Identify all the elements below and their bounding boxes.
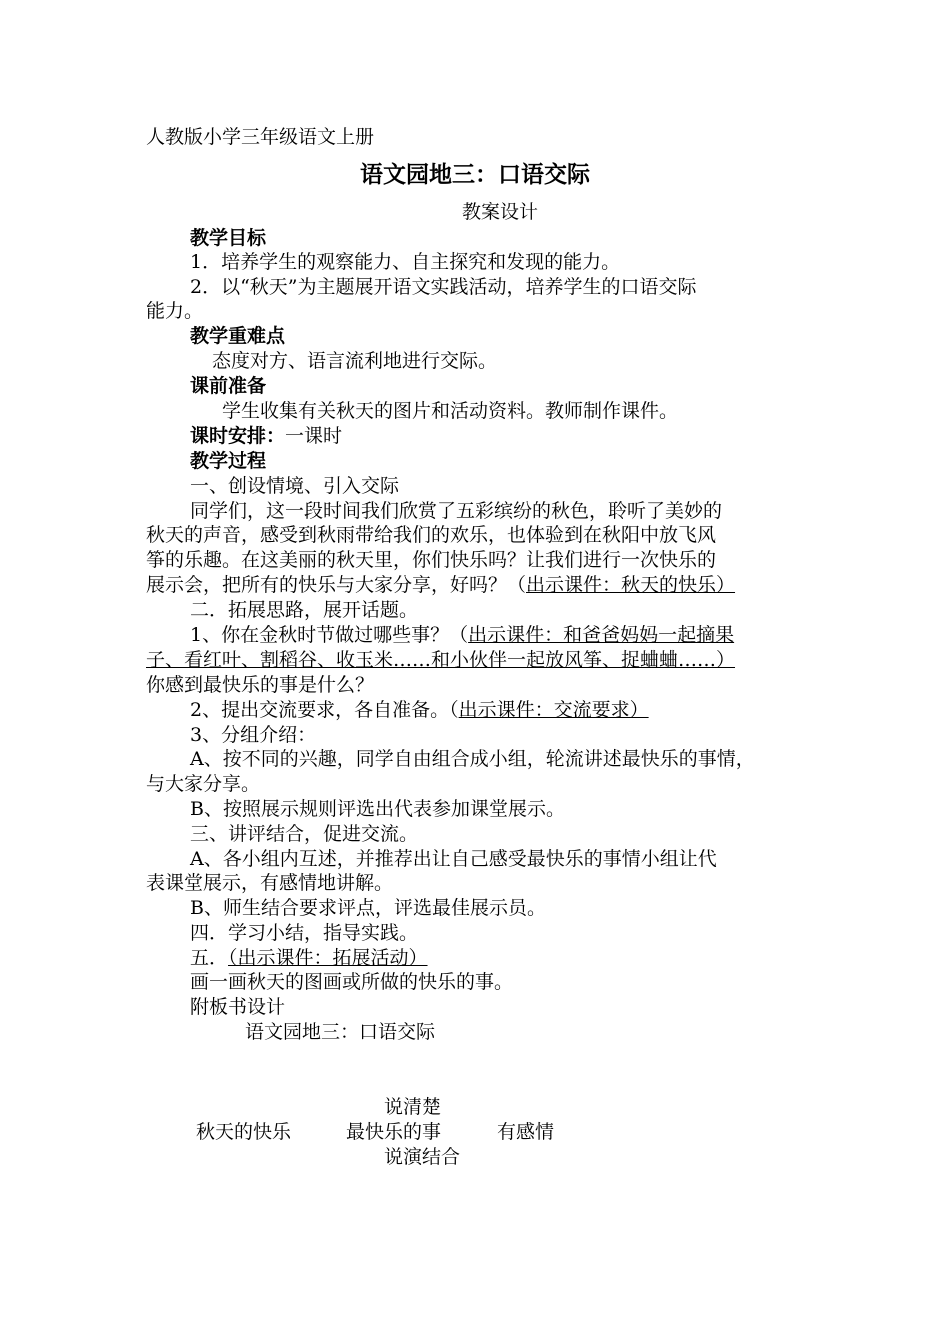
goal-item-1: 1．培养学生的观察能力、自主探究和发现的能力。 — [190, 251, 621, 273]
item-a-line-1: A、按不同的兴趣，同学自由组合成小组，轮流讲述最快乐的事情， — [190, 748, 755, 770]
section-2-title: 二．拓展思路，展开话题。 — [190, 599, 419, 621]
section-5-title — [190, 946, 428, 971]
section-1-paragraph-line-3: 筝的乐趣。在这美丽的秋天里，你们快乐吗？让我们进行一次快乐的 — [146, 549, 717, 571]
section-5-number: 五． — [190, 947, 229, 969]
key-points-text: 态度对方、语言流利地进行交际。 — [212, 350, 498, 372]
board-top: 说清楚 — [384, 1096, 442, 1118]
courseware-note-autumn-joy: 出示课件：秋天的快乐） — [526, 574, 736, 596]
section-4-title: 四．学习小结，指导实践。 — [190, 922, 419, 944]
board-bottom: 说演结合 — [384, 1146, 461, 1168]
page-subtitle: 教案设计 — [461, 201, 538, 223]
section-3-b: B、师生结合要求评点，评选最佳展示员。 — [190, 897, 546, 919]
section-1-title: 一、创设情境、引入交际 — [190, 475, 400, 497]
question-2 — [190, 698, 649, 723]
key-points-heading: 教学重难点 — [190, 325, 286, 347]
page-title: 语文园地三：口语交际 — [360, 161, 590, 188]
section-1-paragraph-line-4 — [146, 573, 735, 598]
question-1-line-1 — [190, 623, 734, 648]
goal-item-2-cont: 能力。 — [146, 300, 204, 322]
courseware-note-activities: 出示课件：和爸爸妈妈一起摘果 — [468, 624, 735, 646]
item-b: B、按照展示规则评选出代表参加课堂展示。 — [190, 798, 565, 820]
schedule-value: 一课时 — [285, 425, 343, 447]
section-3-a-line-1: A、各小组内互述，并推荐出让自己感受最快乐的事情小组让代 — [190, 848, 717, 870]
section-3-a-line-2: 表课堂展示，有感情地讲解。 — [146, 872, 394, 894]
board-title: 语文园地三：口语交际 — [245, 1021, 436, 1043]
courseware-note-extension: （出示课件：拓展活动） — [228, 947, 428, 969]
goals-heading: 教学目标 — [190, 227, 267, 249]
section-1-paragraph-line-2: 秋天的声音，感受到秋雨带给我们的欢乐，也体验到在秋阳中放飞风 — [146, 524, 717, 546]
schedule-label: 课时安排： — [190, 425, 286, 447]
question-1-text: 1、你在金秋时节做过哪些事？（ — [190, 624, 469, 646]
board-left: 秋天的快乐 — [196, 1121, 292, 1143]
board-right: 有感情 — [497, 1121, 555, 1143]
question-2-text: 2、提出交流要求，各自准备。（ — [190, 699, 459, 721]
schedule-line — [190, 424, 342, 449]
preparation-text: 学生收集有关秋天的图片和活动资料。教师制作课件。 — [222, 400, 679, 422]
preparation-heading: 课前准备 — [190, 375, 267, 397]
board-heading: 附板书设计 — [190, 996, 286, 1018]
series-label: 人教版小学三年级语文上册 — [146, 126, 375, 148]
goal-item-2: 2．以“秋天”为主题展开语文实践活动，培养学生的口语交际 — [190, 276, 697, 298]
item-a-line-2: 与大家分享。 — [146, 773, 261, 795]
board-center: 最快乐的事 — [346, 1121, 442, 1143]
question-1-line-2: 子、看红叶、割稻谷、收玉米……和小伙伴一起放风筝、捉蛐蛐……） — [146, 649, 736, 671]
section-5-task: 画一画秋天的图画或所做的快乐的事。 — [190, 971, 514, 993]
courseware-note-requirements: 出示课件：交流要求） — [458, 699, 649, 721]
section-1-paragraph-line-1: 同学们，这一段时间我们欣赏了五彩缤纷的秋色，聆听了美妙的 — [190, 500, 723, 522]
section-3-title: 三、讲评结合，促进交流。 — [190, 823, 419, 845]
question-3: 3、分组介绍： — [190, 724, 317, 746]
process-heading: 教学过程 — [190, 450, 267, 472]
section-1-text: 展示会，把所有的快乐与大家分享，好吗？（ — [146, 574, 527, 596]
question-1-line-3: 你感到最快乐的事是什么？ — [146, 674, 375, 696]
